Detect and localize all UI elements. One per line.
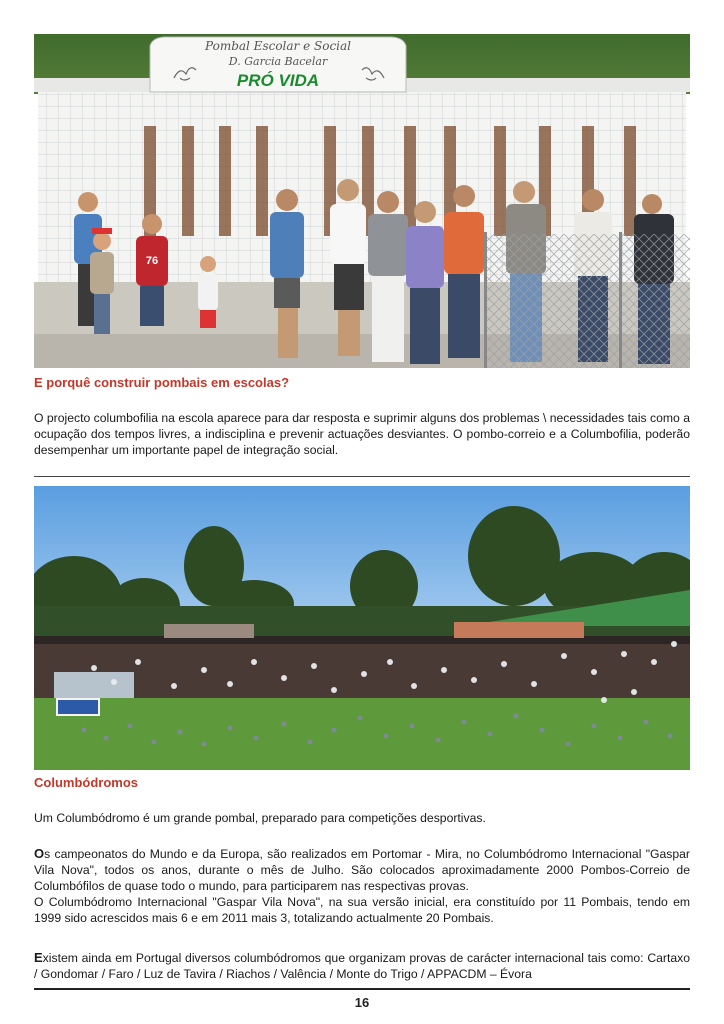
section-paragraph-championships	[34, 846, 690, 926]
drop-letter: O	[34, 846, 45, 861]
section-divider	[34, 476, 690, 477]
school-loft-photo	[34, 34, 690, 368]
section-heading-schools: E porquê construir pombais em escolas?	[34, 375, 290, 390]
page-number: 16	[354, 995, 370, 1010]
sign-line-2: D. Garcia Bacelar	[228, 55, 328, 68]
sign-line-3: PRÓ VIDA	[236, 71, 320, 90]
sign-line-1: Pombal Escolar e Social	[205, 39, 351, 53]
columbodrome-photo	[34, 486, 690, 770]
footer-divider	[34, 988, 690, 990]
section-paragraph-schools: O projecto columbofilia na escola aparece para dar resposta e suprimir alguns dos problemas \ necessidades tais como a ocupação dos tempos livres, a indisciplina e prevenir actuações desviantes. O pombo-correio e a Columbofilia, poderão desempenhar um importante papel de integração social.	[34, 411, 690, 457]
shirt-number: 76	[145, 255, 159, 267]
locations-text: xistem ainda em Portugal diversos columbódromos que organizam provas de carácter internacional tais como: Cartaxo / Gondomar / Faro / Luz de Tavira / Riachos / Valência / Monte do Trigo / APPACDM – Évora	[34, 951, 690, 981]
columbodrome-illustration	[34, 486, 690, 770]
section-heading-columbodromes: Columbódromos	[34, 775, 138, 790]
columbodrome-history-text: O Columbódromo Internacional "Gaspar Vila Nova", na sua versão inicial, era constituído por 11 Pombais, tendo em 1999 sido acrescidos mais 6 e em 2011 mais 3, totalizando actualmente 20 Pombais.	[34, 895, 690, 925]
championships-text: s campeonatos do Mundo e da Europa, são realizados em Portomar - Mira, no Columbódromo Internacional "Gaspar Vila Nova", todos os anos, durante o mês de Julho. São colocados aproximadamente 2000 Pombos-Correio de Columbófilos de quase todo o mundo, para participarem nas respectivas provas.	[34, 847, 690, 893]
section-paragraph-definition: Um Columbódromo é um grande pombal, preparado para competições desportivas.	[34, 811, 486, 825]
section-paragraph-locations	[34, 950, 690, 982]
drop-letter: E	[34, 950, 43, 965]
school-loft-illustration	[34, 34, 690, 368]
